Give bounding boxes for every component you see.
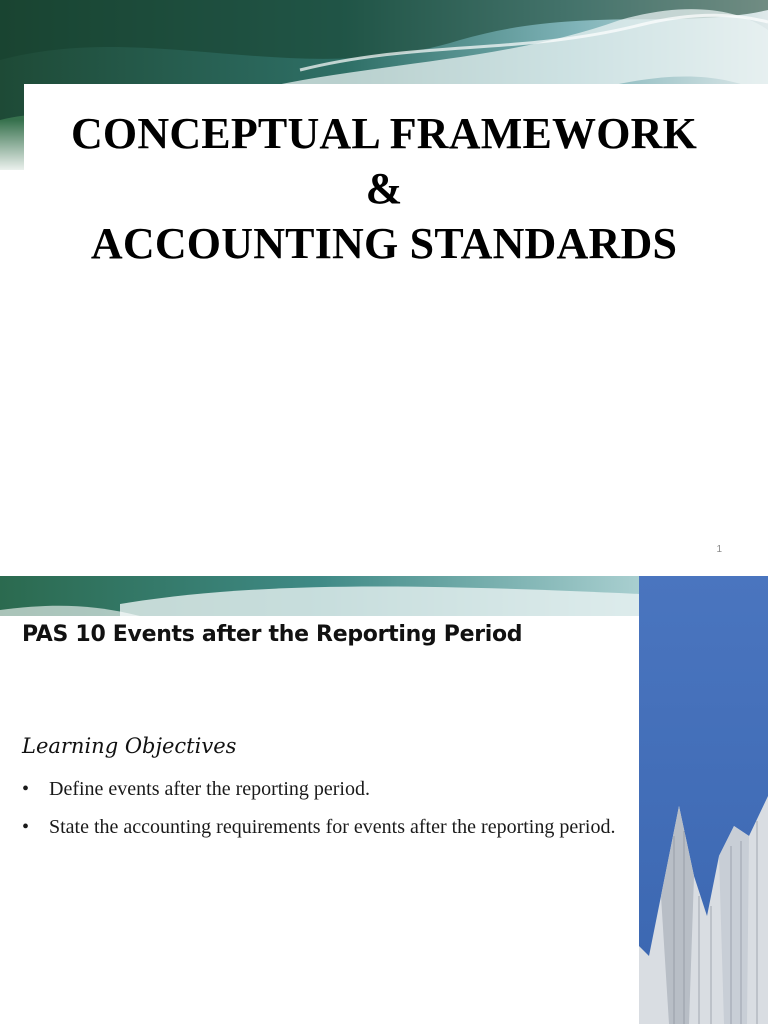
wave-banner-image	[0, 576, 640, 616]
bullet-text: State the accounting requirements for events after the reporting period.	[49, 816, 616, 838]
objectives-list	[22, 774, 622, 850]
slide-number: 1	[716, 544, 722, 555]
slide-title-line-3: ACCOUNTING STANDARDS	[90, 219, 678, 268]
bullet-text: Define events after the reporting period.	[49, 778, 370, 800]
slide-title: PAS 10 Events after the Reporting Period	[22, 622, 523, 647]
list-item	[22, 774, 622, 812]
learning-objectives-heading: Learning Objectives	[22, 734, 237, 758]
bullet-icon: •	[22, 816, 30, 838]
slide-title-line-2: &	[365, 164, 403, 213]
list-item	[22, 812, 622, 850]
bullet-icon: •	[22, 778, 30, 800]
slide-title-line-1: CONCEPTUAL FRAMEWORK	[70, 109, 698, 158]
slide-2	[0, 576, 768, 1024]
building-photo-image	[639, 576, 768, 1024]
